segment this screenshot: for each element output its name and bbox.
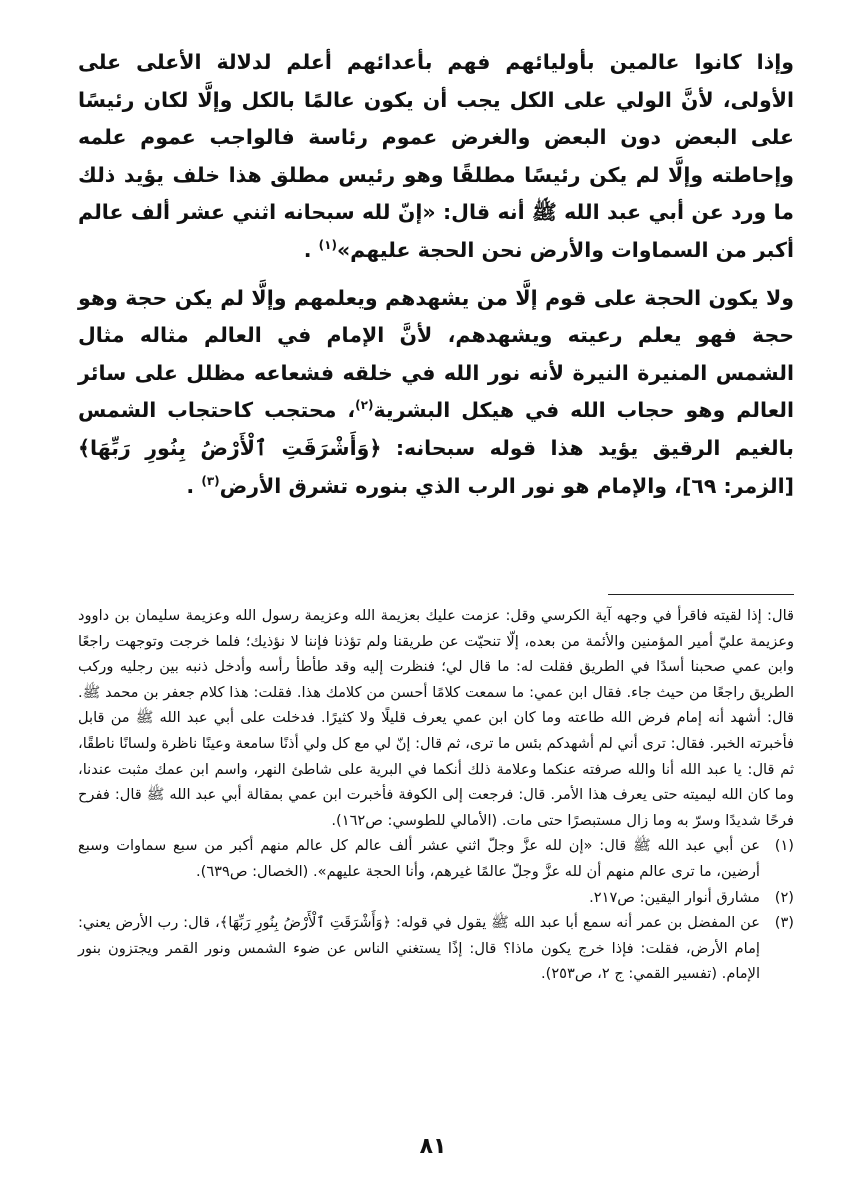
footnote-1-text: عن أبي عبد الله ﷺ قال: «إن لله عزَّ وجلّ اثني عشر ألف عالم كل عالم منهم أكبر من سبع سماوات وسبع أرضين، ما ترى عالم منهم أن لله عزَّ وجلّ عالمًا غيرهم، وأنا الحجة عليهم». (الخصال: ص٦٣٩). [78, 837, 760, 880]
footnote-2-text: مشارق أنوار اليقين: ص٢١٧. [589, 888, 760, 906]
footnote-1 [78, 833, 794, 884]
paragraph-2-end: . [186, 473, 195, 498]
page-number: ٨١ [419, 1134, 447, 1159]
paragraph-2-text-b: ، محتجب كاحتجاب الشمس بالغيم الرقيق يؤيد هذا قوله سبحانه: ﴿وَأَشْرَقَتِ ٱلْأَرْضُ بِنُورِ رَبِّهَا﴾ [الزمر: ٦٩]، والإمام هو نور الرب الذي بنوره تشرق الأرض [78, 398, 794, 498]
paragraph-2-text-a: ولا يكون الحجة على قوم إلَّا من يشهدهم ويعلمهم وإلَّا لم يكن حجة وهو حجة فهو يعلم رعيته ويشهدهم، لأنَّ الإمام في العالم مثاله مثال الشمس المنيرة النيرة لأنه نور الله في خلقه فشعاعه مظلل على سائر العالم وهو حجاب الله في هيكل البشرية [78, 285, 794, 423]
footnotes [78, 603, 794, 987]
footnote-3 [78, 910, 794, 987]
footnote-continuation: قال: إذا لقيته فاقرأ في وجهه آية الكرسي وقل: عزمت عليك بعزيمة الله وعزيمة رسول الله وعزيمة سليمان بن داوود وعزيمة عليّ أمير المؤمنين والأئمة من بعده، إلّا تنحيّت عن طريقنا ولم تؤذنا فإننا لا نؤذيك؛ فلما خرجت وتوجهت راجعًا وابن عمي صحبنا أسدًا في الطريق فقلت له: ما قال لي؛ فنظرت إليه وقد طأطأ رأسه وأدخل ذنبه بين رجليه وركب الطريق راجعًا من حيث جاء. فقال ابن عمي: ما سمعت كلامًا أحسن من كلامك هذا. فقلت: هذا كلام جعفر بن محمد ﷺ. قال: أشهد أنه إمام فرض الله طاعته وما كان ابن عمي يعرف قليلًا ولا كثيرًا. فدخلت على أبي عبد الله ﷺ من قابل فأخبرته الخبر. فقال: ترى أني لم أشهدكم بئس ما ترى، ثم قال: إنّ لي مع كل ولي أذنًا سامعة وعينًا ناظرة ولسانًا ناطقًا، ثم قال: يا عبد الله أنا والله صرفته عنكما وعلامة ذلك أنكما في البرية على شاطئ النهر، واسم ابن عمك مثبت عندنا، وما كان الله ليميته حتى يعرف هذا الأمر. قال: فرجعت إلى الكوفة فأخبرت ابن عمي بمقالة أبي عبد الله ﷺ قال: ففرح فرحًا شديدًا وسرّ به وما زال مستبصرًا حتى مات. (الأمالي للطوسي: ص١٦٢). [78, 607, 794, 829]
paragraph-1-text: وإذا كانوا عالمين بأوليائهم فهم بأعدائهم أعلم لدلالة الأعلى على الأولى، لأنَّ الولي على الكل يجب أن يكون عالمًا بالكل وإلَّا لكان رئيسًا على البعض دون البعض والغرض عموم رئاسة فالواجب عموم علمه وإحاطته وإلَّا لم يكن رئيسًا مطلقًا وهو رئيس مطلق هذا خلف يؤيد ذلك ما ورد عن أبي عبد الله ﷺ أنه قال: «إنّ لله سبحانه اثني عشر ألف عالم أكبر من السماوات والأرض نحن الحجة عليهم» [78, 50, 794, 262]
paragraph-1 [78, 44, 794, 270]
footnote-3-text: عن المفضل بن عمر أنه سمع أبا عبد الله ﷺ يقول في قوله: ﴿وَأَشْرَقَتِ ٱلْأَرْضُ بِنُورِ رَبِّهَا﴾، قال: رب الأرض يعني: إمام الأرض، فقلت: فإذا خرج يكون ماذا؟ قال: إذًا يستغني الناس عن ضوء الشمس ونور القمر ويجتزون بنور الإمام. (تفسير القمي: ج ٢، ص٢٥٣). [78, 914, 760, 983]
paragraph-1-end: . [303, 237, 312, 262]
footnote-separator [608, 594, 794, 595]
footnote-ref-3: (٣) [201, 473, 220, 488]
main-text [78, 44, 794, 505]
footnote-ref-2: (٢) [355, 398, 374, 413]
footnote-1-number: (١) [774, 837, 794, 855]
footnote-2 [78, 885, 794, 911]
footnote-2-number: (٢) [774, 888, 794, 906]
paragraph-2 [78, 280, 794, 506]
footnote-3-number: (٣) [774, 914, 794, 932]
footnote-ref-1: (١) [318, 238, 337, 253]
